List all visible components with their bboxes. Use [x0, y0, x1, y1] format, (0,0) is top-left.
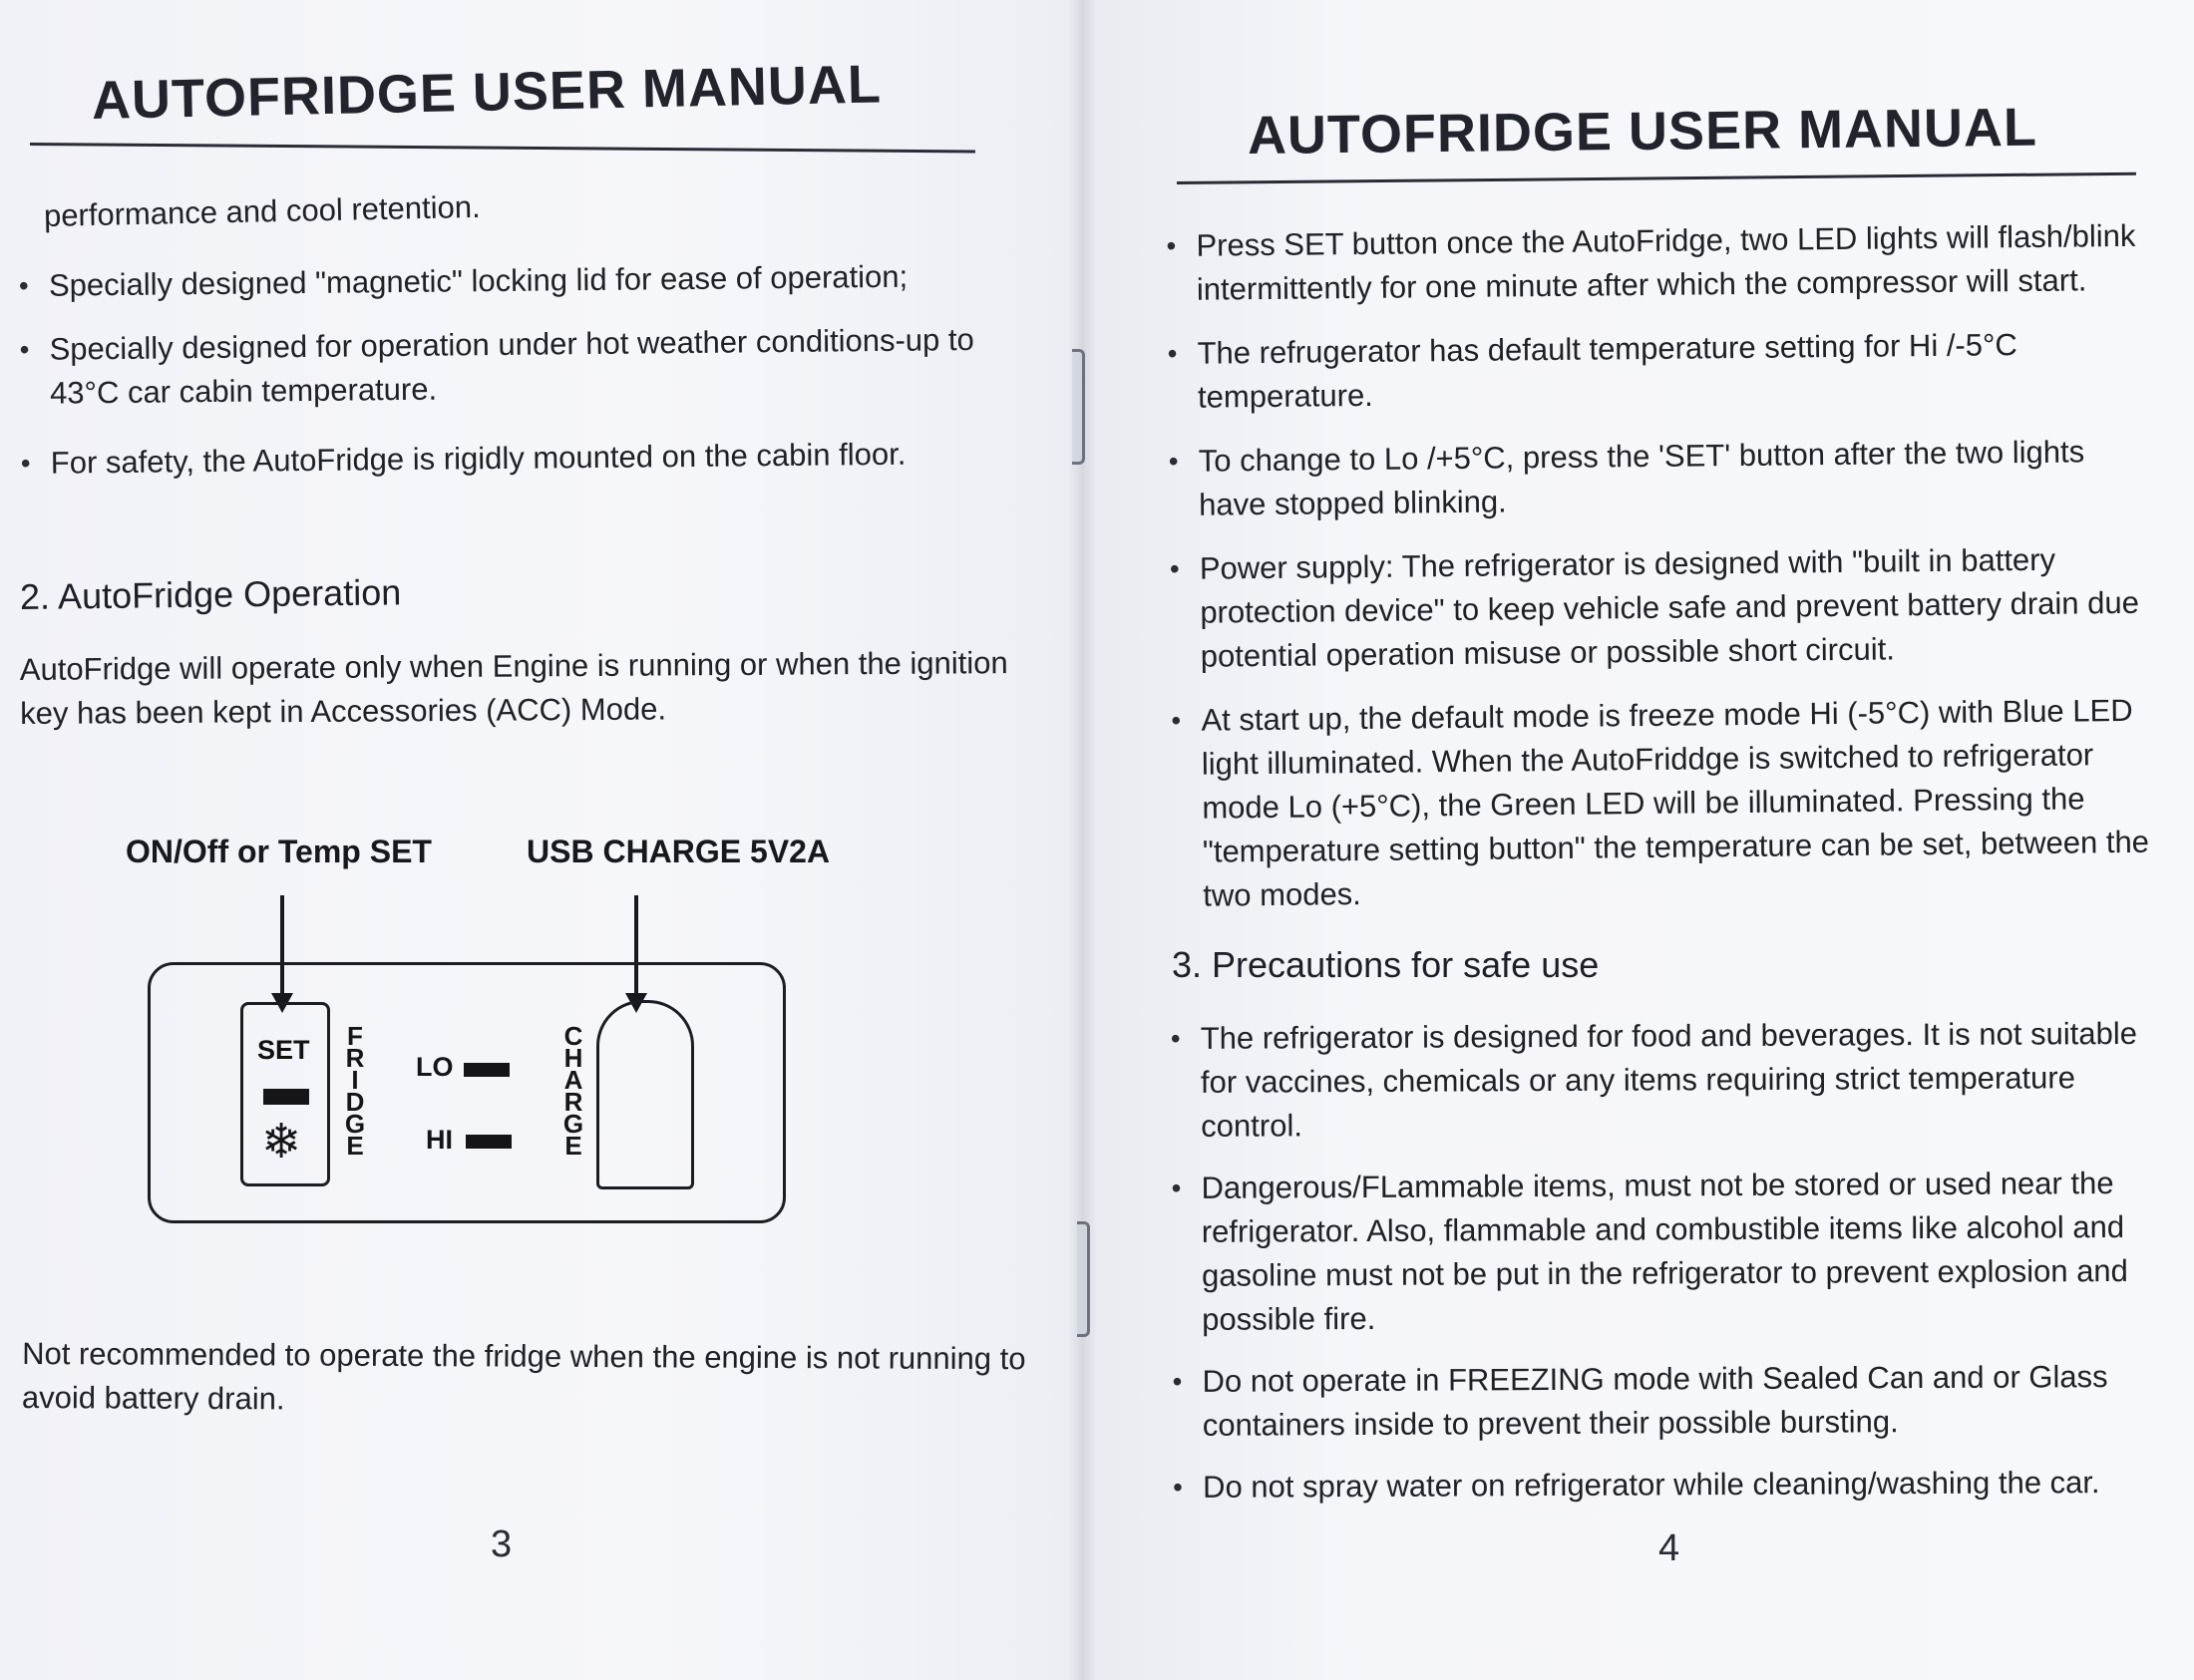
list-item: • To change to Lo /+5°C, press the 'SET' button after the two lights have stopped blinking.	[1169, 430, 2157, 527]
page-number: 3	[491, 1523, 513, 1565]
usb-callout-label: USB CHARGE 5V2A	[527, 834, 831, 869]
usb-port	[596, 1000, 694, 1189]
section-heading-precautions: 3. Precautions for safe use	[1172, 944, 1600, 985]
set-callout-label: ON/Off or Temp SET	[126, 834, 432, 869]
page-title: AUTOFRIDGE USER MANUAL	[1247, 97, 2038, 166]
list-item: • Do not spray water on refrigerator while cleaning/washing the car.	[1173, 1461, 2160, 1510]
snowflake-icon: ❄	[261, 1116, 302, 1169]
header-rule	[1177, 172, 2136, 184]
hi-label: HI	[426, 1125, 453, 1155]
operation-list	[1166, 214, 2160, 938]
set-button-label: SET	[257, 1035, 310, 1065]
page-3	[0, 0, 1082, 1680]
list-item: • At start up, the default mode is freeze mode Hi (-5°C) with Blue LED light illuminated. When the AutoFriddge is switched to refrigerator mode Lo (+5°C), the Green LED will be illuminated. Pressing the "temperature setting button" the temperature can be set, between the two modes.	[1171, 689, 2160, 918]
page-title: AUTOFRIDGE USER MANUAL	[91, 54, 883, 131]
control-panel-diagram	[120, 828, 838, 1246]
list-item: • Press SET button once the AutoFridge, two LED lights will flash/blink intermittently for one minute after which the compressor will start.	[1166, 214, 2154, 312]
list-item: • Dangerous/FLammable items, must not be stored or used near the refrigerator. Also, flammable and combustible items like alcohol and gasoline must not be put in the refrigerator to prevent explosion and possible fire.	[1171, 1162, 2159, 1342]
lo-label: LO	[416, 1052, 454, 1082]
fridge-vertical-label: FRIDGE	[344, 1021, 366, 1161]
book-gutter	[1067, 0, 1097, 1680]
operation-text: AutoFridge will operate only when Engine is running or when the ignition key has been kept in Accessories (ACC) Mode.	[19, 645, 1008, 731]
list-item: • Specially designed "magnetic" locking lid for ease of operation;	[19, 253, 1026, 308]
list-item: • Do not operate in FREEZING mode with Sealed Can and or Glass containers inside to prevent their possible bursting.	[1172, 1355, 2159, 1448]
header-rule	[30, 143, 975, 153]
feature-list	[19, 253, 1028, 505]
control-panel	[148, 962, 786, 1223]
charge-vertical-label: CHARGE	[562, 1021, 584, 1161]
section-heading-operation: 2. AutoFridge Operation	[19, 571, 402, 617]
staple-icon	[1077, 1221, 1090, 1337]
set-indicator-bar	[263, 1089, 309, 1105]
battery-note: Not recommended to operate the fridge when the engine is not running to avoid battery drain.	[21, 1336, 1026, 1417]
lo-led-indicator	[464, 1063, 510, 1077]
list-item: • The refrugerator has default temperature setting for Hi /-5°C temperature.	[1167, 322, 2155, 420]
page-4	[1082, 0, 2194, 1680]
list-item: • Power supply: The refrigerator is designed with "built in battery protection device" to keep vehicle safe and prevent battery drain due potential operation misuse or possible short circuit.	[1170, 537, 2158, 679]
precautions-list	[1171, 1012, 2161, 1527]
hi-led-indicator	[466, 1135, 512, 1149]
set-button	[240, 1002, 330, 1186]
page-number: 4	[1658, 1527, 1680, 1569]
continuation-text: performance and cool retention.	[43, 188, 481, 233]
list-item: • For safety, the AutoFridge is rigidly mounted on the cabin floor.	[21, 431, 1028, 486]
list-item: • The refrigerator is designed for food and beverages. It is not suitable for vaccines, chemicals or any items requiring strict temperature control.	[1171, 1012, 2159, 1149]
staple-icon	[1072, 349, 1085, 465]
list-item: • Specially designed for operation under hot weather conditions-up to 43°C car cabin temperature.	[19, 317, 1027, 416]
